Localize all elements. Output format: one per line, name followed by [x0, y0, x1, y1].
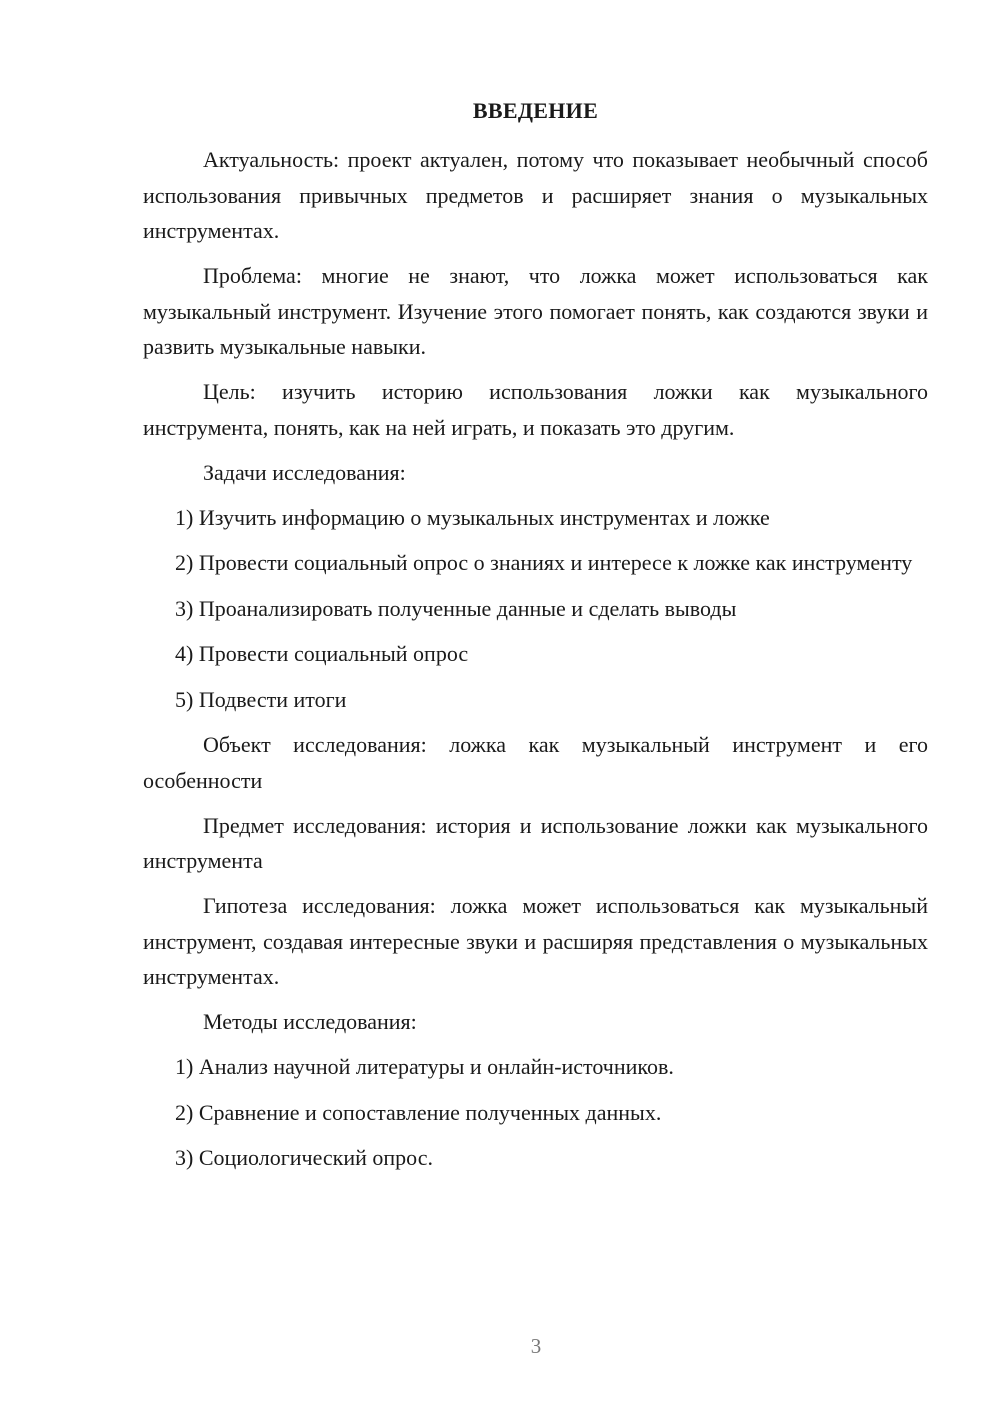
- goal-paragraph: Цель: изучить историю использования ложки как музыкального инструмента, понять, как на ней играть, и показать это другим.: [143, 379, 928, 440]
- section-title: ВВЕДЕНИЕ: [472, 98, 599, 123]
- task-item: 2) Провести социальный опрос о знаниях и интересе к ложке как инструменту: [175, 550, 913, 575]
- task-item: 5) Подвести итоги: [175, 686, 347, 712]
- subject-paragraph: Предмет исследования: история и использование ложки как музыкального инструмента: [143, 812, 928, 873]
- methods-heading: Методы исследования:: [203, 1009, 417, 1034]
- hypothesis-paragraph: Гипотеза исследования: ложка может использоваться как музыкальный инструмент, создавая интересные звуки и расширяя представления о музыкальных инструментах.: [143, 893, 928, 989]
- method-item: 1) Анализ научной литературы и онлайн-источников.: [175, 1054, 674, 1079]
- page-number: 3: [530, 1334, 542, 1358]
- document-body: [143, 142, 928, 1186]
- method-item: 3) Социологический опрос.: [175, 1145, 433, 1170]
- task-item: 1) Изучить информацию о музыкальных инструментах и ложке: [175, 504, 770, 530]
- method-item: 2) Сравнение и сопоставление полученных данных.: [175, 1099, 662, 1125]
- task-item: 4) Провести социальный опрос: [175, 641, 469, 666]
- task-item: 3) Проанализировать полученные данные и сделать выводы: [175, 595, 737, 621]
- object-paragraph: Объект исследования: ложка как музыкальный инструмент и его особенности: [143, 732, 928, 793]
- relevance-paragraph: Актуальность: проект актуален, потому что показывает необычный способ использования привычных предметов и расширяет знания о музыкальных инструментах.: [143, 147, 928, 243]
- tasks-heading: Задачи исследования:: [203, 459, 406, 485]
- problem-paragraph: Проблема: многие не знают, что ложка может использоваться как музыкальный инструмент. Изучение этого помогает понять, как создаются звуки и развить музыкальные навыки.: [143, 263, 928, 359]
